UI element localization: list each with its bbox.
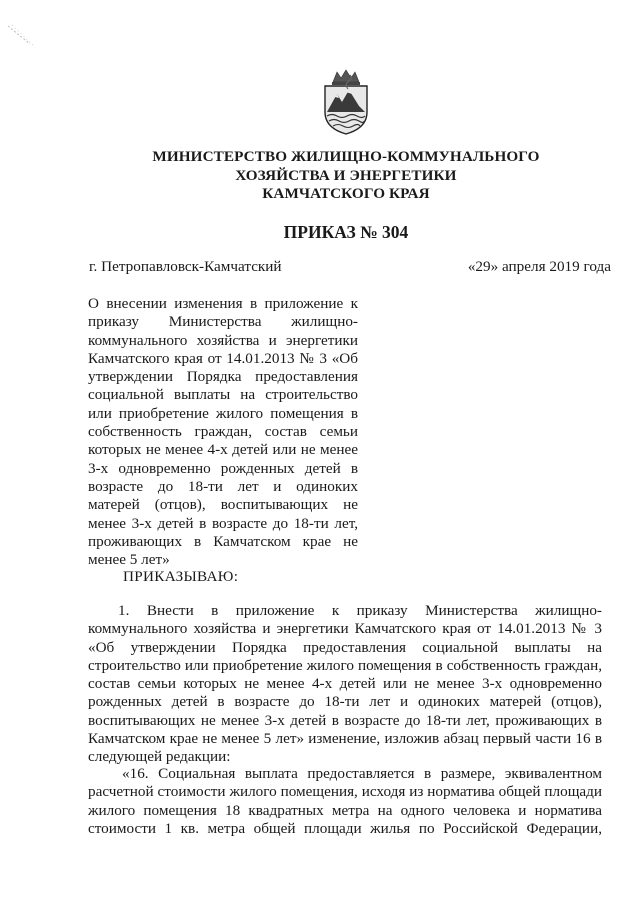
- paragraph-line: коммунального хозяйства и энергетики Камчатского края от 14.01.2013 № 3: [88, 620, 602, 638]
- subject-line: проживающих в Камчатском крае не: [88, 532, 358, 550]
- paragraph-line: строительство или приобретение жилого помещения в собственность граждан,: [88, 656, 602, 674]
- paragraph-line: состав семьи которых не менее 4-х детей или не менее 3-х одновременно: [88, 675, 602, 693]
- subject-line: менее 5 лет»: [88, 551, 170, 569]
- subject-line: которых не менее 4-х детей или не менее: [88, 441, 358, 459]
- paragraph-1: [88, 602, 602, 767]
- issue-date: «29» апреля 2019 года: [467, 258, 611, 275]
- subject-line: или приобретение жилого помещения в: [88, 404, 358, 422]
- paragraph-line: Камчатском крае не менее 5 лет» изменение, изложив абзац первый части 16 в: [88, 730, 602, 748]
- scan-artifact-mark: [6, 22, 36, 52]
- order-directive-word: ПРИКАЗЫВАЮ:: [123, 568, 239, 585]
- subject-line: матерей (отцов), воспитывающих не: [88, 496, 358, 514]
- paragraph-line: «16. Социальная выплата предоставляется в размере, эквивалентном: [122, 765, 602, 782]
- ministry-name-line: МИНИСТЕРСТВО ЖИЛИЩНО-КОММУНАЛЬНОГО: [152, 148, 540, 165]
- subject-line: социальной выплаты на строительство: [88, 386, 358, 404]
- order-subject: [88, 295, 358, 569]
- subject-line: приказу Министерства жилищно-: [88, 313, 358, 331]
- paragraph-line: расчетной стоимости жилого помещения, исходя из норматива общей площади: [88, 783, 602, 801]
- ministry-name-line: ХОЗЯЙСТВА И ЭНЕРГЕТИКИ: [235, 166, 457, 184]
- order-title: ПРИКАЗ № 304: [283, 222, 409, 242]
- ministry-name-line: КАМЧАТСКОГО КРАЯ: [262, 185, 430, 202]
- subject-line: Камчатского края от 14.01.2013 № 3 «Об: [88, 349, 358, 367]
- subject-line: менее 3-х детей в возрасте до 18-ти лет,: [88, 514, 358, 532]
- kamchatka-coat-of-arms-icon: [319, 68, 373, 136]
- paragraph-line: следующей редакции:: [88, 748, 231, 766]
- subject-line: 3-х одновременно рожденных детей в: [88, 459, 358, 477]
- ministry-name: [120, 148, 572, 204]
- subject-line: О внесении изменения в приложение к: [88, 295, 358, 312]
- paragraph-line: 1. Внести в приложение к приказу Министерства жилищно-: [118, 602, 602, 619]
- paragraph-line: воспитывающих не менее 3-х детей в возрасте до 18-ти лет, проживающих в: [88, 711, 602, 729]
- paragraph-line: жилого помещения 18 квадратных метра на одного человека и норматива: [88, 801, 602, 819]
- subject-line: собственность граждан, состав семьи: [88, 423, 358, 441]
- subject-line: возрасте до 18-ти лет и одиноких: [88, 477, 358, 495]
- issue-place: г. Петропавловск-Камчатский: [89, 258, 282, 275]
- paragraph-line: стоимости 1 кв. метра общей площади жилья по Российской Федерации,: [88, 819, 602, 837]
- subject-line: коммунального хозяйства и энергетики: [88, 331, 358, 349]
- subject-line: утверждении Порядка предоставления: [88, 368, 358, 386]
- paragraph-line: «Об утверждении Порядка предоставления социальной выплаты на: [88, 638, 602, 656]
- paragraph-2: [88, 765, 602, 838]
- paragraph-line: рожденных детей в возрасте до 18-ти лет и одиноких матерей (отцов),: [88, 693, 602, 711]
